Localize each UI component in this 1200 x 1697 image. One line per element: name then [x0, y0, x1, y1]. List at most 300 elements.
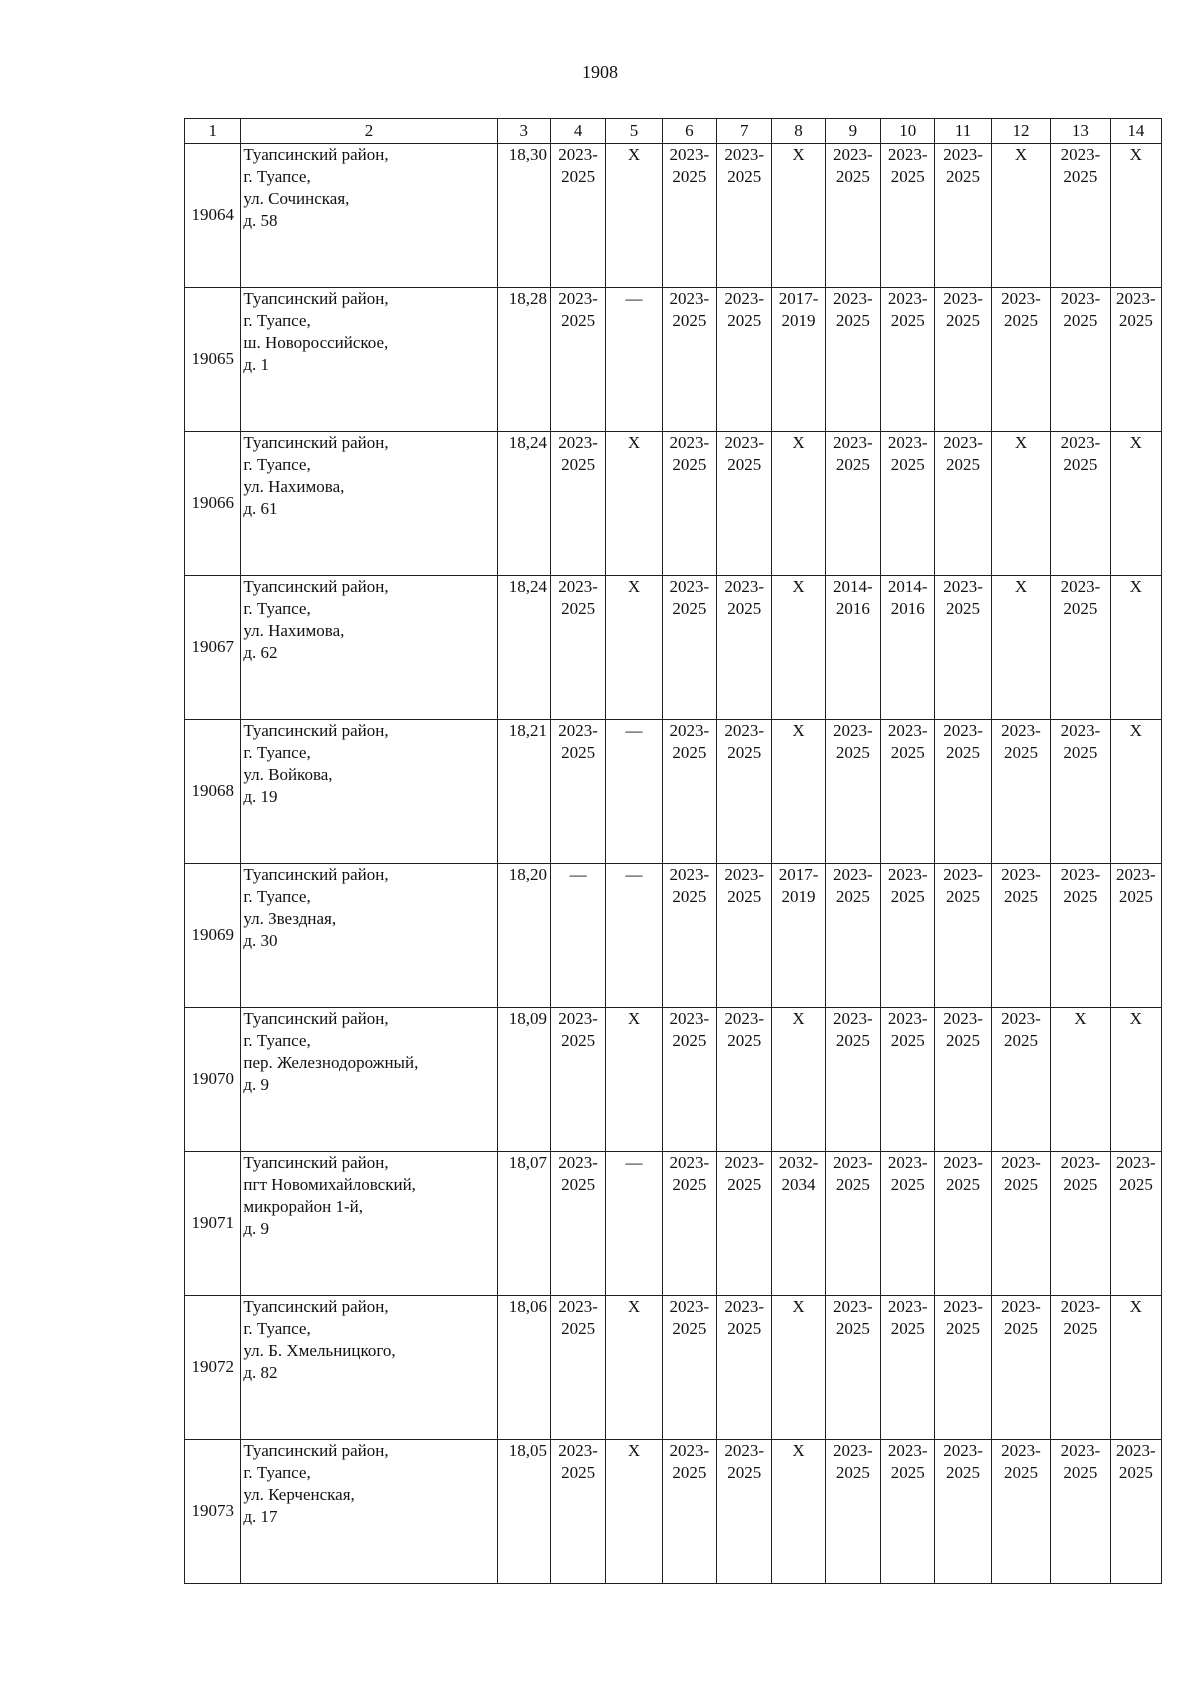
period-value: 2023-: [943, 865, 983, 884]
address-line: д. 62: [243, 643, 278, 663]
period-value: X: [1129, 145, 1142, 164]
area-value: 18,21: [497, 720, 550, 864]
address-cell: [241, 576, 497, 720]
address-line: г. Туапсе,: [243, 1319, 311, 1339]
period-value: 2023-: [943, 1153, 983, 1172]
period-cell-col-9: [825, 1152, 880, 1296]
period-value: 2025: [946, 167, 981, 187]
period-cell-col-10: [881, 144, 935, 288]
period-cell-col-6: [662, 432, 716, 576]
address-line: д. 9: [243, 1075, 270, 1095]
column-header-8: 8: [772, 119, 825, 144]
period-cell-col-8: [772, 288, 825, 432]
table-row: [185, 1296, 1162, 1440]
period-value: X: [1014, 577, 1028, 596]
period-value: X: [792, 1441, 805, 1460]
period-cell-col-10: [881, 432, 935, 576]
period-cell-col-10: [881, 576, 935, 720]
area-value: 18,06: [497, 1296, 550, 1440]
address-line: Туапсинский район,: [243, 1441, 389, 1460]
period-value: 2023-: [1115, 865, 1156, 884]
period-value: 2023-: [669, 1297, 710, 1316]
period-value: 2025: [835, 1463, 870, 1483]
period-value: 2025: [561, 1031, 596, 1051]
period-value: 2025: [946, 1175, 981, 1195]
period-value: X: [1014, 433, 1028, 452]
period-value: 2025: [1063, 455, 1098, 475]
address-line: ул. Керченская,: [243, 1485, 355, 1505]
period-value: 2023-: [558, 433, 598, 452]
period-cell-col-8: [772, 1296, 825, 1440]
period-value: X: [792, 721, 805, 740]
period-cell-col-5: [606, 1296, 662, 1440]
period-cell-col-12: [991, 720, 1050, 864]
column-header-13: 13: [1051, 119, 1110, 144]
period-value: 2025: [561, 455, 596, 475]
period-value: 2025: [727, 743, 762, 763]
period-cell-col-8: [772, 720, 825, 864]
period-value: 2025: [835, 743, 870, 763]
period-value: 2025: [946, 311, 981, 331]
period-value: 2025: [835, 311, 870, 331]
period-value: 2023-: [887, 289, 928, 308]
period-value: 2025: [890, 887, 925, 907]
address-line: д. 19: [243, 787, 278, 807]
period-value: X: [627, 577, 641, 596]
address-line: ул. Войкова,: [243, 765, 333, 785]
column-header-10: 10: [881, 119, 935, 144]
period-cell-col-7: [717, 288, 772, 432]
period-value: 2025: [672, 1463, 707, 1483]
period-value: —: [625, 1153, 643, 1172]
period-value: 2023-: [1115, 1441, 1156, 1460]
period-value: 2025: [1063, 887, 1098, 907]
period-cell-col-12: [991, 1440, 1050, 1584]
period-cell-col-5: [606, 576, 662, 720]
period-value: 2023-: [833, 721, 873, 740]
period-value: 2023-: [669, 433, 710, 452]
period-cell-col-10: [881, 1008, 935, 1152]
period-cell-col-4: [550, 864, 605, 1008]
address-line: д. 82: [243, 1363, 278, 1383]
address-line: ул. Б. Хмельницкого,: [243, 1341, 396, 1361]
period-value: 2019: [781, 887, 816, 907]
period-cell-col-14: [1110, 1008, 1161, 1152]
period-value: 2023-: [1001, 1441, 1041, 1460]
column-header-2: 2: [241, 119, 497, 144]
address-line: Туапсинский район,: [243, 289, 389, 308]
period-value: 2023-: [887, 1441, 928, 1460]
period-value: —: [569, 865, 587, 884]
period-cell-col-7: [717, 144, 772, 288]
period-cell-col-14: [1110, 864, 1161, 1008]
period-cell-col-8: [772, 432, 825, 576]
period-cell-col-9: [825, 576, 880, 720]
period-value: 2025: [727, 311, 762, 331]
row-number: 19072: [185, 1296, 241, 1440]
period-value: 2023-: [669, 1441, 710, 1460]
period-cell-col-12: [991, 1152, 1050, 1296]
period-value: 2023-: [669, 865, 710, 884]
period-value: 2025: [1063, 311, 1098, 331]
period-cell-col-4: [550, 1152, 605, 1296]
area-value: 18,05: [497, 1440, 550, 1584]
period-cell-col-13: [1051, 720, 1110, 864]
period-value: 2023-: [558, 1441, 598, 1460]
period-value: 2025: [1063, 167, 1098, 187]
period-value: 2025: [946, 1319, 981, 1339]
period-value: X: [792, 1009, 805, 1028]
period-value: 2025: [672, 887, 707, 907]
period-value: 2023-: [558, 1153, 598, 1172]
period-value: 2023-: [1001, 721, 1041, 740]
period-cell-col-9: [825, 1440, 880, 1584]
period-cell-col-7: [717, 432, 772, 576]
period-cell-col-5: [606, 864, 662, 1008]
period-cell-col-4: [550, 288, 605, 432]
address-line: г. Туапсе,: [243, 1463, 311, 1483]
area-value: 18,30: [497, 144, 550, 288]
table-row: [185, 1152, 1162, 1296]
address-line: пер. Железнодорожный,: [243, 1053, 419, 1073]
period-value: 2025: [890, 1175, 925, 1195]
period-value: 2025: [1063, 1463, 1098, 1483]
period-value: 2023-: [833, 145, 873, 164]
period-value: —: [625, 865, 643, 884]
address-line: г. Туапсе,: [243, 887, 311, 907]
period-value: 2025: [1003, 1463, 1038, 1483]
period-value: 2023-: [833, 289, 873, 308]
period-cell-col-11: [935, 144, 991, 288]
period-value: 2025: [946, 1031, 981, 1051]
period-value: X: [627, 1441, 641, 1460]
period-value: 2023-: [1115, 1153, 1156, 1172]
period-cell-col-7: [717, 720, 772, 864]
column-header-5: 5: [606, 119, 662, 144]
period-value: 2023-: [1001, 1153, 1041, 1172]
period-value: 2025: [672, 1175, 707, 1195]
table-row: [185, 432, 1162, 576]
period-value: 2025: [727, 599, 762, 619]
period-value: 2023-: [724, 865, 765, 884]
address-line: г. Туапсе,: [243, 743, 311, 763]
table-body: [185, 144, 1162, 1584]
period-value: 2025: [890, 1463, 925, 1483]
period-value: 2023-: [1060, 145, 1101, 164]
period-cell-col-14: [1110, 1296, 1161, 1440]
period-value: 2025: [672, 743, 707, 763]
period-value: 2025: [727, 1031, 762, 1051]
address-line: д. 30: [243, 931, 278, 951]
period-cell-col-6: [662, 1296, 716, 1440]
period-value: 2025: [727, 455, 762, 475]
period-cell-col-14: [1110, 1152, 1161, 1296]
period-cell-col-5: [606, 288, 662, 432]
period-cell-col-8: [772, 144, 825, 288]
table-row: [185, 720, 1162, 864]
period-value: 2023-: [1060, 1441, 1101, 1460]
period-cell-col-5: [606, 1008, 662, 1152]
period-value: 2023-: [558, 145, 598, 164]
period-cell-col-7: [717, 1440, 772, 1584]
period-value: 2023-: [1060, 433, 1101, 452]
period-cell-col-6: [662, 288, 716, 432]
period-cell-col-13: [1051, 432, 1110, 576]
period-value: 2025: [835, 167, 870, 187]
period-cell-col-8: [772, 864, 825, 1008]
period-cell-col-5: [606, 720, 662, 864]
period-cell-col-12: [991, 144, 1050, 288]
period-value: 2025: [1118, 1175, 1153, 1195]
period-cell-col-12: [991, 864, 1050, 1008]
period-value: 2025: [727, 1175, 762, 1195]
period-value: 2023-: [669, 1153, 710, 1172]
period-cell-col-5: [606, 1152, 662, 1296]
period-value: 2023-: [558, 577, 598, 596]
period-value: 2023-: [833, 433, 873, 452]
column-header-3: 3: [497, 119, 550, 144]
period-value: X: [627, 433, 641, 452]
period-value: 2023-: [1001, 865, 1041, 884]
period-cell-col-4: [550, 576, 605, 720]
period-value: 2014-: [887, 577, 928, 596]
period-value: 2023-: [943, 577, 983, 596]
period-value: 2025: [835, 887, 870, 907]
column-header-14: 14: [1110, 119, 1161, 144]
row-number: 19066: [185, 432, 241, 576]
period-value: 2025: [1063, 599, 1098, 619]
period-cell-col-6: [662, 1008, 716, 1152]
period-value: 2023-: [724, 1441, 765, 1460]
row-number: 19068: [185, 720, 241, 864]
period-cell-col-12: [991, 1296, 1050, 1440]
period-value: 2023-: [558, 289, 598, 308]
column-header-4: 4: [550, 119, 605, 144]
table-row: [185, 144, 1162, 288]
row-number: 19070: [185, 1008, 241, 1152]
area-value: 18,28: [497, 288, 550, 432]
period-value: X: [1014, 145, 1028, 164]
address-line: г. Туапсе,: [243, 455, 311, 475]
period-cell-col-11: [935, 1152, 991, 1296]
table-row: [185, 576, 1162, 720]
address-cell: [241, 288, 497, 432]
period-value: 2023-: [724, 433, 765, 452]
period-value: X: [1129, 721, 1142, 740]
column-header-11: 11: [935, 119, 991, 144]
row-number: 19071: [185, 1152, 241, 1296]
period-value: 2025: [890, 311, 925, 331]
address-line: г. Туапсе,: [243, 599, 311, 619]
period-value: 2023-: [943, 289, 983, 308]
period-value: 2019: [781, 311, 816, 331]
period-cell-col-6: [662, 720, 716, 864]
period-value: 2025: [672, 311, 707, 331]
period-cell-col-12: [991, 576, 1050, 720]
period-cell-col-13: [1051, 1440, 1110, 1584]
period-cell-col-10: [881, 720, 935, 864]
period-cell-col-11: [935, 432, 991, 576]
period-cell-col-6: [662, 864, 716, 1008]
period-cell-col-12: [991, 1008, 1050, 1152]
address-cell: [241, 1008, 497, 1152]
period-value: 2023-: [724, 145, 765, 164]
period-value: 2025: [1063, 743, 1098, 763]
address-line: г. Туапсе,: [243, 311, 311, 331]
address-line: г. Туапсе,: [243, 1031, 311, 1051]
period-cell-col-6: [662, 144, 716, 288]
address-line: ш. Новороссийское,: [243, 333, 389, 353]
period-cell-col-7: [717, 1008, 772, 1152]
address-line: Туапсинский район,: [243, 865, 389, 884]
period-value: X: [627, 1009, 641, 1028]
period-cell-col-4: [550, 1440, 605, 1584]
period-value: 2017-: [778, 289, 819, 308]
period-value: 2023-: [943, 1441, 983, 1460]
period-value: 2025: [1063, 1319, 1098, 1339]
period-value: 2016: [835, 599, 870, 619]
table-row: [185, 864, 1162, 1008]
period-value: 2023-: [1060, 721, 1101, 740]
address-cell: [241, 144, 497, 288]
period-cell-col-14: [1110, 144, 1161, 288]
period-value: 2023-: [1001, 1297, 1041, 1316]
period-value: X: [792, 1297, 805, 1316]
period-cell-col-12: [991, 432, 1050, 576]
period-value: —: [625, 721, 643, 740]
period-cell-col-7: [717, 576, 772, 720]
period-cell-col-10: [881, 1152, 935, 1296]
period-value: 2023-: [669, 1009, 710, 1028]
period-cell-col-13: [1051, 288, 1110, 432]
period-value: 2025: [727, 1463, 762, 1483]
period-value: 2025: [672, 599, 707, 619]
period-value: 2023-: [943, 1009, 983, 1028]
period-cell-col-9: [825, 864, 880, 1008]
period-cell-col-9: [825, 720, 880, 864]
address-line: Туапсинский район,: [243, 577, 389, 596]
table-row: [185, 288, 1162, 432]
period-value: 2023-: [1060, 577, 1101, 596]
period-cell-col-8: [772, 576, 825, 720]
period-cell-col-13: [1051, 576, 1110, 720]
period-value: 2016: [890, 599, 925, 619]
period-value: 2025: [890, 455, 925, 475]
period-value: 2025: [1063, 1175, 1098, 1195]
period-value: 2023-: [669, 721, 710, 740]
period-cell-col-11: [935, 1440, 991, 1584]
period-cell-col-14: [1110, 432, 1161, 576]
column-header-12: 12: [991, 119, 1050, 144]
period-cell-col-9: [825, 1008, 880, 1152]
period-value: X: [1074, 1009, 1087, 1028]
address-line: Туапсинский район,: [243, 721, 389, 740]
area-value: 18,09: [497, 1008, 550, 1152]
address-line: ул. Сочинская,: [243, 189, 350, 209]
period-cell-col-14: [1110, 288, 1161, 432]
period-value: 2025: [890, 1319, 925, 1339]
period-cell-col-10: [881, 1296, 935, 1440]
period-value: 2025: [727, 887, 762, 907]
address-cell: [241, 720, 497, 864]
period-value: 2023-: [1060, 1297, 1101, 1316]
area-value: 18,07: [497, 1152, 550, 1296]
period-value: 2023-: [724, 1009, 765, 1028]
period-value: X: [1129, 1009, 1142, 1028]
table-row: [185, 1440, 1162, 1584]
period-value: 2025: [1003, 1319, 1038, 1339]
period-value: 2025: [946, 1463, 981, 1483]
period-value: 2023-: [724, 721, 765, 740]
period-value: 2023-: [943, 145, 983, 164]
period-value: 2023-: [1001, 1009, 1041, 1028]
period-cell-col-11: [935, 1008, 991, 1152]
period-value: 2023-: [1060, 1153, 1101, 1172]
period-value: —: [625, 289, 643, 308]
period-value: 2023-: [669, 289, 710, 308]
address-cell: [241, 1296, 497, 1440]
period-value: 2025: [1118, 1463, 1153, 1483]
address-line: д. 9: [243, 1219, 270, 1239]
period-value: 2023-: [724, 1297, 765, 1316]
period-cell-col-4: [550, 432, 605, 576]
period-cell-col-4: [550, 1008, 605, 1152]
table-row: [185, 1008, 1162, 1152]
period-value: X: [627, 145, 641, 164]
period-cell-col-4: [550, 720, 605, 864]
period-cell-col-4: [550, 1296, 605, 1440]
period-cell-col-13: [1051, 864, 1110, 1008]
address-line: Туапсинский район,: [243, 1009, 389, 1028]
period-value: X: [1129, 1297, 1142, 1316]
row-number: 19067: [185, 576, 241, 720]
period-cell-col-13: [1051, 1296, 1110, 1440]
period-value: 2023-: [724, 289, 765, 308]
address-line: ул. Звездная,: [243, 909, 337, 929]
period-value: 2025: [561, 599, 596, 619]
address-line: пгт Новомихайловский,: [243, 1175, 416, 1195]
period-cell-col-7: [717, 1296, 772, 1440]
period-value: 2025: [672, 1319, 707, 1339]
period-cell-col-4: [550, 144, 605, 288]
period-value: 2023-: [887, 721, 928, 740]
period-cell-col-8: [772, 1152, 825, 1296]
period-value: 2025: [835, 1031, 870, 1051]
period-value: 2025: [727, 167, 762, 187]
period-value: X: [792, 145, 805, 164]
period-cell-col-9: [825, 432, 880, 576]
period-cell-col-11: [935, 1296, 991, 1440]
period-value: 2025: [1118, 887, 1153, 907]
period-cell-col-10: [881, 864, 935, 1008]
period-value: 2025: [835, 1175, 870, 1195]
area-value: 18,24: [497, 432, 550, 576]
data-table: [184, 118, 1162, 1584]
period-value: 2023-: [833, 1441, 873, 1460]
address-line: микрорайон 1-й,: [243, 1197, 363, 1217]
period-value: 2025: [946, 599, 981, 619]
address-cell: [241, 432, 497, 576]
period-value: 2023-: [833, 865, 873, 884]
period-cell-col-14: [1110, 1440, 1161, 1584]
address-line: ул. Нахимова,: [243, 621, 345, 641]
period-cell-col-11: [935, 576, 991, 720]
period-value: 2025: [1003, 1175, 1038, 1195]
period-value: 2025: [1003, 1031, 1038, 1051]
address-line: Туапсинский район,: [243, 1297, 389, 1316]
period-cell-col-13: [1051, 144, 1110, 288]
period-value: 2025: [672, 167, 707, 187]
